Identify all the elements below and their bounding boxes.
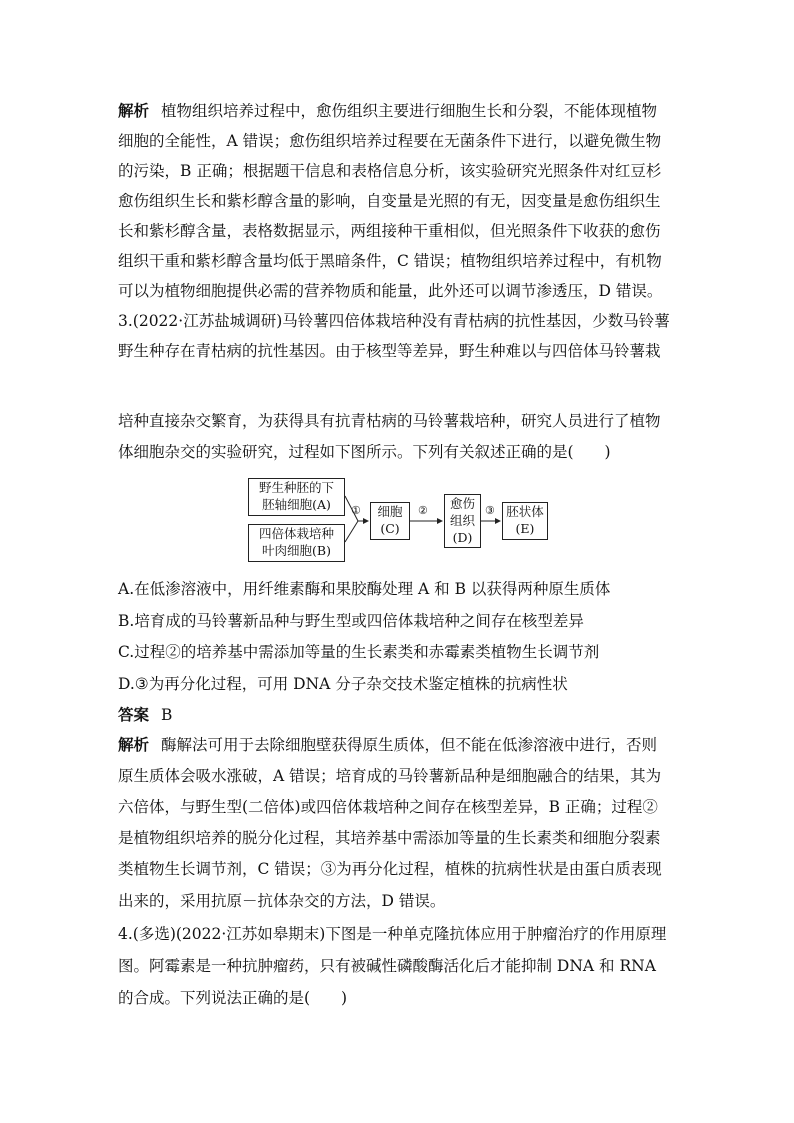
question-4-line: 4.(多选)(2022·江苏如皋期末)下图是一种单克隆抗体应用于肿瘤治疗的作用原理 — [118, 925, 667, 943]
analysis-label: 解析 — [118, 102, 150, 120]
connector-b — [345, 521, 358, 542]
analysis-line: 是植物组织培养的脱分化过程，其培养基中需添加等量的生长素类和细胞分裂素 — [118, 829, 661, 847]
question-3-line: 野生种存在青枯病的抗性基因。由于核型等差异，野生种难以与四倍体马铃薯栽 — [118, 342, 661, 360]
step-3-label: ③ — [485, 504, 495, 517]
analysis-line: 可以为植物细胞提供必需的营养物质和能量，此外还可以调节渗透压，D 错误。 — [118, 282, 663, 300]
analysis-line: 组织干重和紫杉醇含量均低于黑暗条件，C 错误；植物组织培养过程中，有机物 — [118, 252, 662, 270]
box-b: 四倍体栽培种 叶肉细胞(B) — [248, 524, 345, 562]
option-a: A.在低渗溶液中，用纤维素酶和果胶酶处理 A 和 B 以获得两种原生质体 — [118, 580, 611, 598]
analysis-label: 解析 — [118, 736, 150, 754]
answer-value: B — [161, 706, 173, 724]
analysis-line: 的污染，B 正确；根据题干信息和表格信息分析，该实验研究光照条件对红豆杉 — [118, 162, 662, 180]
step-1-label: ① — [351, 504, 361, 517]
option-b: B.培育成的马铃薯新品种与野生型或四倍体栽培种之间存在核型差异 — [118, 612, 584, 630]
answer-line — [118, 705, 172, 725]
box-c: 细胞 (C) — [370, 502, 410, 540]
option-d: D.③为再分化过程，可用 DNA 分子杂交技术鉴定植株的抗病性状 — [118, 675, 568, 693]
analysis-line: 解析 植物组织培养过程中，愈伤组织主要进行细胞生长和分裂，不能体现植物 — [118, 102, 658, 120]
analysis-line: 细胞的全能性，A 错误；愈伤组织培养过程要在无菌条件下进行，以避免微生物 — [118, 132, 662, 150]
analysis-line: 六倍体，与野生型(二倍体)或四倍体栽培种之间存在核型差异，B 正确；过程② — [118, 798, 658, 816]
step-2-label: ② — [418, 504, 428, 517]
box-e: 胚状体 (E) — [502, 502, 548, 540]
question-4-line: 图。阿霉素是一种抗肿瘤药，只有被碱性磷酸酶活化后才能抑制 DNA 和 RNA — [118, 957, 656, 975]
question-3-line: 3.(2022·江苏盐城调研)马铃薯四倍体栽培种没有青枯病的抗性基因，少数马铃薯 — [118, 312, 670, 330]
question-4-line: 的合成。下列说法正确的是( ) — [118, 989, 348, 1007]
analysis-line: 愈伤组织生长和紫杉醇含量的影响，自变量是光照的有无，因变量是愈伤组织生 — [118, 192, 661, 210]
option-c: C.过程②的培养基中需添加等量的生长素类和赤霉素类植物生长调节剂 — [118, 643, 600, 661]
analysis-line: 解析 酶解法可用于去除细胞壁获得原生质体，但不能在低渗溶液中进行，否则 — [118, 736, 658, 754]
process-diagram — [248, 476, 558, 566]
analysis-line: 出来的，采用抗原－抗体杂交的方法，D 错误。 — [118, 892, 446, 910]
analysis-line: 长和紫杉醇含量，表格数据显示，两组接种干重相似，但光照条件下收获的愈伤 — [118, 222, 661, 240]
question-3-line: 体细胞杂交的实验研究，过程如下图所示。下列有关叙述正确的是( ) — [118, 443, 611, 461]
box-d: 愈伤 组织 (D) — [444, 494, 481, 548]
analysis-line: 类植物生长调节剂，C 错误；③为再分化过程，植株的抗病性状是由蛋白质表现 — [118, 860, 662, 878]
box-a: 野生种胚的下 胚轴细胞(A) — [248, 478, 345, 516]
question-3-line: 培种直接杂交繁育，为获得具有抗青枯病的马铃薯栽培种，研究人员进行了植物 — [118, 412, 661, 430]
analysis-line: 原生质体会吸水涨破，A 错误；培育成的马铃薯新品种是细胞融合的结果，其为 — [118, 767, 662, 785]
answer-label: 答案 — [118, 706, 150, 724]
